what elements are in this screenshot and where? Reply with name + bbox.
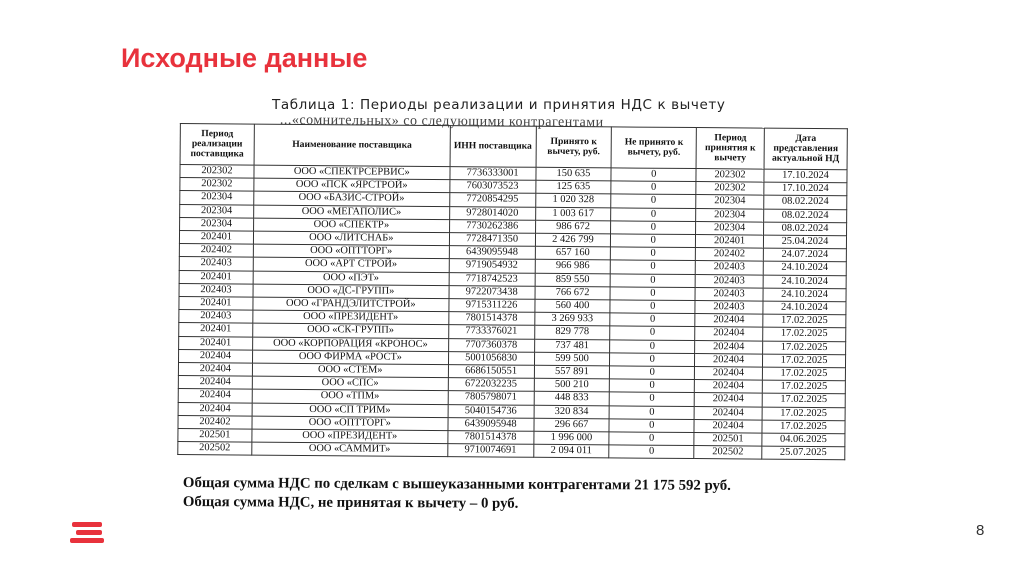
table-cell: 0 <box>610 379 695 393</box>
vat-periods-table <box>177 123 848 461</box>
table-cell: 202304 <box>180 217 254 231</box>
table-cell: 5001056830 <box>448 351 534 365</box>
table-cell: 0 <box>610 340 695 354</box>
table-cell: ООО «БАЗИС-СТРОЙ» <box>254 191 450 206</box>
table-cell: 150 635 <box>535 167 611 181</box>
table-cell: 1 996 000 <box>533 431 609 445</box>
table-cell: 202502 <box>178 442 252 456</box>
table-cell: 202403 <box>179 257 253 271</box>
table-cell: 9722073438 <box>449 285 535 299</box>
table-cell: 7603073523 <box>450 180 536 194</box>
table-cell: 125 635 <box>535 180 611 194</box>
table-cell: 0 <box>610 392 695 406</box>
table-cell: 17.02.2025 <box>762 367 845 381</box>
table-cell: ООО «ГРАНДЭЛИТСТРОЙ» <box>253 297 449 312</box>
table-cell: 202404 <box>694 380 762 394</box>
table-cell: 202304 <box>696 208 764 222</box>
table-cell: ООО «ЛИТСНАБ» <box>253 231 449 246</box>
table-cell: 202304 <box>180 191 254 205</box>
table-cell: 0 <box>610 366 695 380</box>
table-cell: 737 481 <box>534 339 610 353</box>
table-cell: 202404 <box>694 406 762 420</box>
table-cell: 9728014020 <box>449 206 535 220</box>
table-cell: 202302 <box>696 182 764 196</box>
table-cell: 202404 <box>695 314 763 328</box>
table-cell: 202401 <box>179 231 253 245</box>
column-header: ИНН поставщика <box>450 126 536 168</box>
table-cell: 17.02.2025 <box>762 407 845 421</box>
table-cell: 202404 <box>179 349 253 363</box>
table-cell: 0 <box>609 406 694 420</box>
table-cell: ООО «ПСК «ЯРСТРОЙ» <box>254 178 450 193</box>
scan-bleed-text: ...«сомнительных» со следующими контрагентами <box>279 112 604 131</box>
table-cell: ООО ФИРМА «РОСТ» <box>252 350 448 365</box>
table-cell: 9715311226 <box>449 299 535 313</box>
table-cell: 202403 <box>695 301 763 315</box>
table-cell: 0 <box>610 326 695 340</box>
table-body <box>178 165 847 461</box>
table-cell: 24.07.2024 <box>763 248 846 262</box>
table-cell: 202402 <box>695 248 763 262</box>
column-header: Период принятия к вычету <box>696 128 764 170</box>
table-cell: 599 500 <box>534 352 610 366</box>
table-cell: 08.02.2024 <box>764 209 847 223</box>
table-cell: 202404 <box>178 402 252 416</box>
column-header: Период реализации поставщика <box>180 124 254 166</box>
brand-logo-icon <box>70 520 106 548</box>
table-cell: 17.10.2024 <box>764 182 847 196</box>
table-cell: 2 426 799 <box>535 233 611 247</box>
table-cell: 202501 <box>178 429 252 443</box>
table-cell: 1 003 617 <box>535 207 611 221</box>
scanned-document <box>177 108 848 465</box>
table-cell: 560 400 <box>534 299 610 313</box>
table-cell: ООО «СПЕКТРСЕРВИС» <box>254 165 450 180</box>
table-cell: 202403 <box>179 310 253 324</box>
table-cell: 202404 <box>694 393 762 407</box>
table-cell: 0 <box>611 234 696 248</box>
table-cell: 24.10.2024 <box>763 288 846 302</box>
table-cell: 202404 <box>178 389 252 403</box>
table-cell: 0 <box>611 194 696 208</box>
table-cell: 202404 <box>178 376 252 390</box>
table-cell: 7733376021 <box>448 325 534 339</box>
table-cell: 202404 <box>695 353 763 367</box>
table-cell: 6439095948 <box>448 417 534 431</box>
table-cell: 6686150551 <box>448 365 534 379</box>
table-cell: ООО «ПРЕЗИДЕНТ» <box>252 429 448 444</box>
table-cell: 9719054932 <box>449 259 535 273</box>
table-cell: 766 672 <box>535 286 611 300</box>
table-cell: 9710074691 <box>447 444 533 458</box>
table-cell: ООО «СПС» <box>252 376 448 391</box>
table-cell: 7718742523 <box>449 272 535 286</box>
table-cell: 5040154736 <box>448 404 534 418</box>
table-cell: 1 020 328 <box>535 194 611 208</box>
table-cell: 7728471350 <box>449 233 535 247</box>
table-cell: 08.02.2024 <box>764 195 847 209</box>
table-cell: 2 094 011 <box>533 445 609 459</box>
table-cell: 7736333001 <box>450 167 536 181</box>
table-cell: 320 834 <box>534 405 610 419</box>
table-cell: 0 <box>611 168 696 182</box>
table-cell: ООО «КОРПОРАЦИЯ «КРОНОС» <box>253 337 449 352</box>
table-cell: 202404 <box>695 327 763 341</box>
table-cell: 202403 <box>695 274 763 288</box>
table-cell: 7801514378 <box>449 312 535 326</box>
table-cell: 657 160 <box>535 247 611 261</box>
table-header-row <box>180 124 847 170</box>
table-cell: 202403 <box>695 261 763 275</box>
table-cell: 0 <box>611 247 696 261</box>
table-cell: 7801514378 <box>448 431 534 445</box>
table-cell: ООО «СК-ГРУПП» <box>253 324 449 339</box>
table-cell: 202501 <box>694 433 762 447</box>
table-cell: 202404 <box>695 367 763 381</box>
table-cell: 202401 <box>179 336 253 350</box>
table-cell: 0 <box>610 287 695 301</box>
table-cell: 202304 <box>696 195 764 209</box>
table-cell: 202404 <box>694 419 762 433</box>
table-cell: 202404 <box>178 363 252 377</box>
totals-block <box>183 474 731 515</box>
table-cell: 08.02.2024 <box>764 222 847 236</box>
table-cell: 202302 <box>180 165 254 179</box>
table-cell: ООО «СПЕКТР» <box>253 218 449 233</box>
table-cell: 17.02.2025 <box>762 354 845 368</box>
table-cell: 0 <box>611 181 696 195</box>
table-cell: 17.02.2025 <box>762 420 845 434</box>
column-header: Дата представления актуальной НД <box>764 128 847 170</box>
table-cell: 202403 <box>179 283 253 297</box>
column-header: Не принято к вычету, руб. <box>611 127 696 169</box>
table-cell: 6439095948 <box>449 246 535 260</box>
table-cell: 7730262386 <box>449 219 535 233</box>
table-cell: 202502 <box>694 446 762 460</box>
table-cell: 202401 <box>179 297 253 311</box>
table-cell: 6722032235 <box>448 378 534 392</box>
table-cell: 0 <box>610 313 695 327</box>
table-cell: 7720854295 <box>449 193 535 207</box>
table-caption: Таблица 1: Периоды реализации и принятия НДС к вычету <box>268 97 729 113</box>
table-cell: 0 <box>610 353 695 367</box>
table-cell: ООО «САММИТ» <box>252 442 448 457</box>
table-cell: 04.06.2025 <box>762 433 845 447</box>
table-cell: 202302 <box>180 178 254 192</box>
total-vat-line: Общая сумма НДС по сделкам с вышеуказанными контрагентами 21 175 592 руб. <box>182 475 731 494</box>
table-cell: 0 <box>610 300 695 314</box>
table-cell: 17.02.2025 <box>763 314 846 328</box>
table-cell: 202403 <box>695 287 763 301</box>
table-cell: 7805798071 <box>448 391 534 405</box>
table-cell: 24.10.2024 <box>763 275 846 289</box>
table-cell: ООО «СП ТРИМ» <box>252 403 448 418</box>
table-cell: 500 210 <box>534 379 610 393</box>
table-cell: ООО «ПРЕЗИДЕНТ» <box>253 310 449 325</box>
table-cell: ООО «АРТ СТРОЙ» <box>253 258 449 273</box>
column-header: Принято к вычету, руб. <box>536 126 612 168</box>
table-cell: 859 550 <box>535 273 611 287</box>
table-cell: 448 833 <box>534 392 610 406</box>
table-cell: 0 <box>609 419 694 433</box>
table-cell: 202402 <box>179 244 253 258</box>
column-header: Наименование поставщика <box>254 124 450 167</box>
table-cell: 24.10.2024 <box>763 262 846 276</box>
table-cell: ООО «МЕГАПОЛИС» <box>254 205 450 220</box>
table-cell: 202304 <box>696 221 764 235</box>
table-cell: 296 667 <box>534 418 610 432</box>
table-cell: 7707360378 <box>448 338 534 352</box>
table-cell: 202401 <box>179 323 253 337</box>
table-cell: 202302 <box>696 169 764 183</box>
table-cell: 17.02.2025 <box>762 394 845 408</box>
table-cell: 17.02.2025 <box>763 341 846 355</box>
table-cell: 986 672 <box>535 220 611 234</box>
table-cell: ООО «СТЕМ» <box>252 363 448 378</box>
table-cell: 202304 <box>180 204 254 218</box>
table-cell: 202401 <box>696 235 764 249</box>
table-cell: 0 <box>611 207 696 221</box>
table-cell: 0 <box>609 432 694 446</box>
page-number: 8 <box>976 522 985 539</box>
table-cell: 24.10.2024 <box>763 301 846 315</box>
table-cell: 17.10.2024 <box>764 169 847 183</box>
table-cell: 17.02.2025 <box>762 380 845 394</box>
page-title: Исходные данные <box>121 43 368 73</box>
table-cell: 25.07.2025 <box>762 446 845 460</box>
table-cell: ООО «ПЭТ» <box>253 271 449 286</box>
table-cell: ООО «ТПМ» <box>252 390 448 405</box>
table-cell: 202401 <box>179 270 253 284</box>
table-cell: 17.02.2025 <box>763 328 846 342</box>
table-cell: 202404 <box>695 340 763 354</box>
table-cell: 202402 <box>178 415 252 429</box>
table-cell: 557 891 <box>534 365 610 379</box>
table-cell: 829 778 <box>534 326 610 340</box>
table-cell: 25.04.2024 <box>763 235 846 249</box>
table-cell: 0 <box>609 445 694 459</box>
table-cell: ООО «ОПТТОРГ» <box>253 244 449 259</box>
table-cell: ООО «ОПТТОРГ» <box>252 416 448 431</box>
table-cell: 3 269 933 <box>534 313 610 327</box>
table-cell: ООО «ДС-ГРУПП» <box>253 284 449 299</box>
table-cell: 966 986 <box>535 260 611 274</box>
table-cell: 0 <box>611 260 696 274</box>
not-deducted-vat-line: Общая сумма НДС, не принятая к вычету – 0 руб. <box>182 493 519 512</box>
table-cell: 0 <box>611 221 696 235</box>
table-cell: 0 <box>611 274 696 288</box>
